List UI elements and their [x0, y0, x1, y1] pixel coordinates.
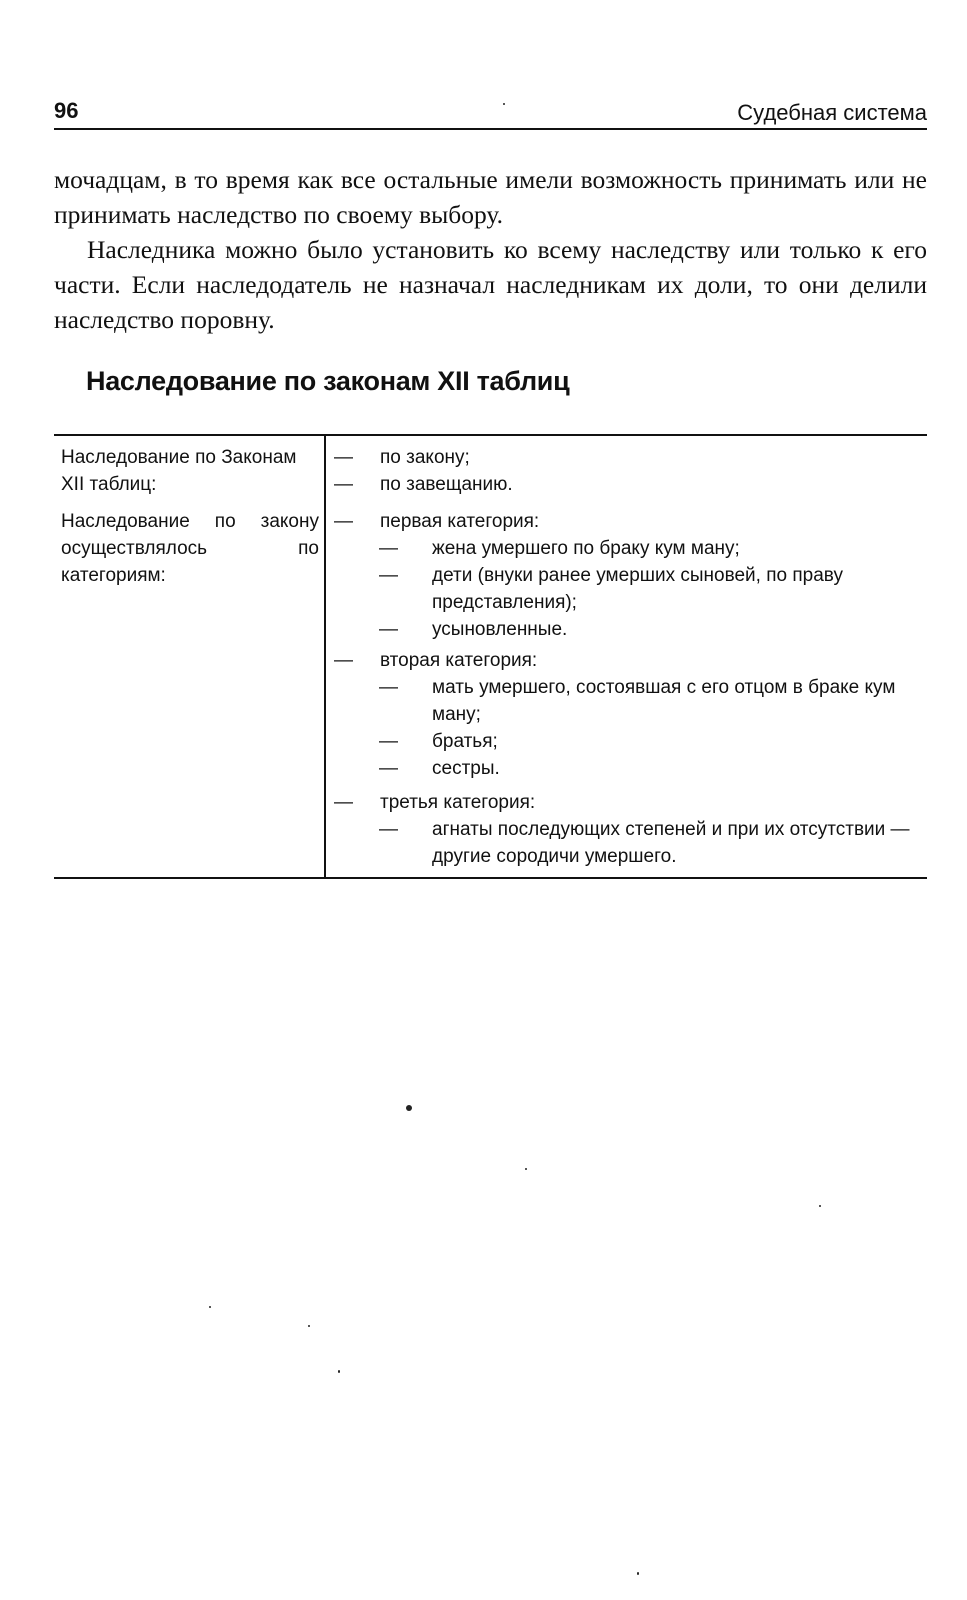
- scan-speck: [338, 1370, 340, 1373]
- dash: —: [334, 650, 353, 671]
- row2-label: Наследование по закону осуществлялось по категориям:: [61, 511, 319, 586]
- scan-speck: [209, 1306, 211, 1308]
- category-label: третья категория:: [380, 792, 536, 813]
- dash: —: [334, 474, 353, 495]
- page-header: [54, 96, 927, 130]
- page-number: 96: [54, 98, 79, 123]
- list-item: [334, 471, 924, 498]
- sub-item-text: дети (внуки ранее умерших сыновей, по праву представления);: [432, 565, 843, 613]
- dash: —: [379, 565, 398, 586]
- paragraph-1: мочадцам, в то время как все остальные имели возможность принимать или не принимать наследство по своему выбору.: [54, 165, 927, 229]
- scan-speck: [525, 1168, 527, 1170]
- sub-item-text: агнаты последующих степеней и при их отсутствии — другие сородичи умершего.: [432, 819, 910, 867]
- sub-item: [334, 674, 924, 728]
- dash: —: [379, 758, 398, 779]
- scan-speck: [637, 1572, 639, 1575]
- category-heading: [334, 789, 924, 816]
- inheritance-table: [54, 434, 927, 879]
- category-heading: [334, 508, 924, 535]
- sub-item: [334, 816, 924, 870]
- scan-speck: [819, 1205, 821, 1207]
- dash: —: [379, 819, 398, 840]
- scan-speck: [406, 1105, 412, 1111]
- dash: —: [334, 792, 353, 813]
- dash: —: [334, 447, 353, 468]
- category-3: [334, 789, 924, 870]
- sub-item-text: мать умершего, состоявшая с его отцом в браке кум ману;: [432, 677, 896, 725]
- section-title: Наследование по законам XII таблиц: [86, 366, 570, 396]
- row1-label: Наследование по Законам XII таблиц:: [61, 447, 297, 495]
- dash: —: [379, 619, 398, 640]
- dash: —: [379, 677, 398, 698]
- running-title: Судебная система: [737, 100, 927, 125]
- paragraph-2: Наследника можно было установить ко всему наследству или только к его части. Если наследодатель не назначал наследникам их доли, то они делили наследство поровну.: [54, 235, 927, 334]
- category-2: [334, 647, 924, 782]
- sub-item: [334, 535, 924, 562]
- scan-speck: [503, 103, 505, 105]
- category-label: вторая категория:: [380, 650, 538, 671]
- sub-item-text: усыновленные.: [432, 619, 568, 640]
- sub-item: [334, 755, 924, 782]
- dash: —: [334, 511, 353, 532]
- category-label: первая категория:: [380, 511, 540, 532]
- column-divider: [324, 436, 326, 877]
- sub-item-text: братья;: [432, 731, 498, 752]
- dash: —: [379, 538, 398, 559]
- sub-item-text: сестры.: [432, 758, 500, 779]
- item-text: по закону;: [380, 447, 470, 468]
- body-text: [54, 162, 927, 337]
- row1-items: [334, 444, 924, 498]
- sub-item: [334, 728, 924, 755]
- sub-item: [334, 562, 924, 616]
- item-text: по завещанию.: [380, 474, 513, 495]
- dash: —: [379, 731, 398, 752]
- sub-item: [334, 616, 924, 643]
- sub-item-text: жена умершего по браку кум ману;: [432, 538, 740, 559]
- category-1: [334, 508, 924, 643]
- list-item: [334, 444, 924, 471]
- category-heading: [334, 647, 924, 674]
- scan-speck: [308, 1325, 310, 1327]
